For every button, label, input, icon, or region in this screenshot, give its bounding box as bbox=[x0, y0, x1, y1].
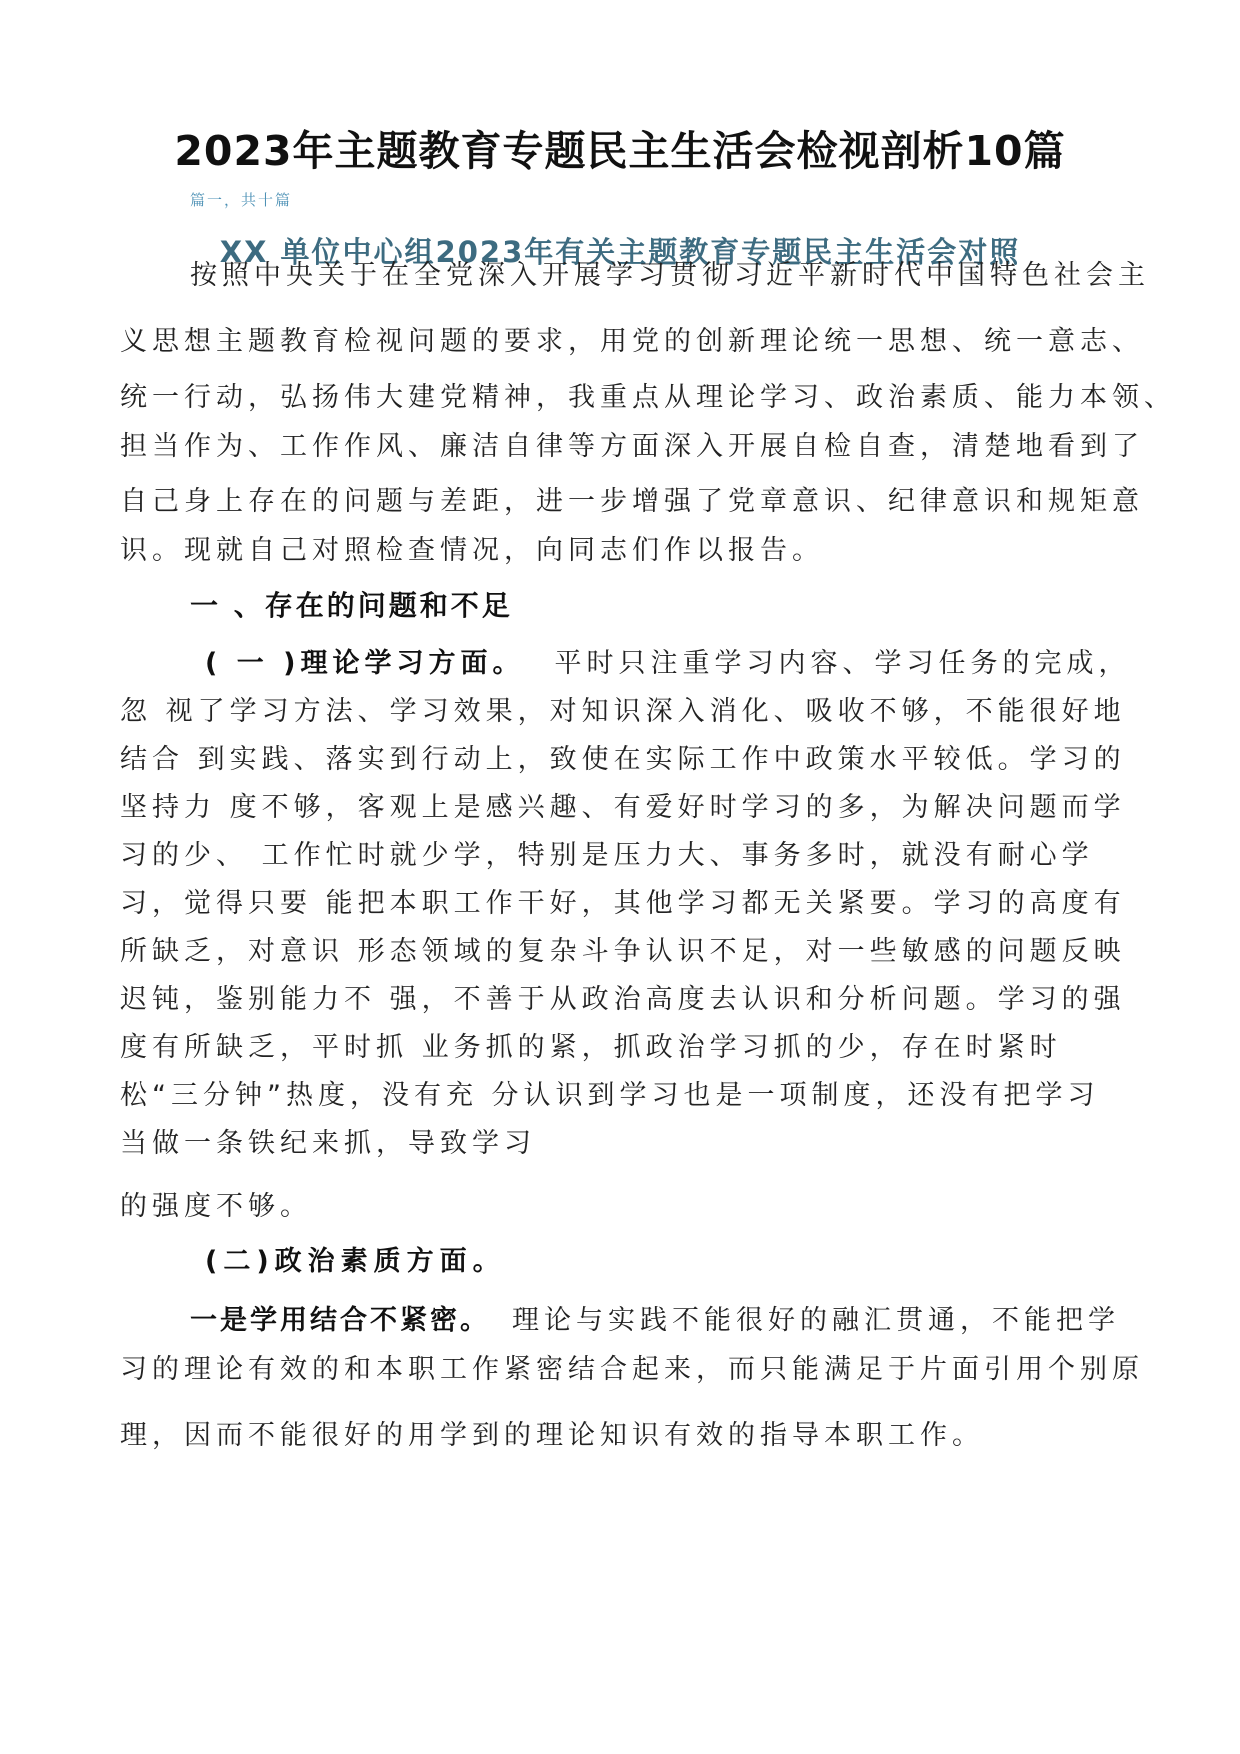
subsection-heading: (二)政治素质方面。 bbox=[205, 1246, 506, 1277]
intro-line: 担当作为、工作作风、廉洁自律等方面深入开展自检自查，清楚地看到了 bbox=[120, 431, 1144, 462]
body-line: 理，因而不能很好的用学到的理论知识有效的指导本职工作。 bbox=[120, 1420, 984, 1451]
body-line: 所缺乏，对意识 形态领域的复杂斗争认识不足，对一些敏感的问题反映 bbox=[120, 936, 1126, 967]
subsection-text: 平时只注重学习内容、学习任务的完成， bbox=[554, 648, 1131, 679]
subsection-label: ( 一 )理论学习方面。 bbox=[205, 648, 525, 679]
body-line: 坚持力 度不够，客观上是感兴趣、有爱好时学习的多，为解决问题而学 bbox=[120, 792, 1126, 823]
body-line: 当做一条铁纪来抓，导致学习 bbox=[120, 1128, 536, 1159]
chapter-note: 篇一，共十篇 bbox=[190, 191, 293, 209]
body-line: 习的少、 工作忙时就少学，特别是压力大、事务多时，就没有耐心学 bbox=[120, 840, 1094, 871]
article-subtitle: XX 单位中心组2023年有关主题教育专题民主生活会对照 bbox=[219, 235, 1021, 269]
point-text: 理论与实践不能很好的融汇贯通，不能把学 bbox=[512, 1305, 1120, 1336]
intro-line: 义思想主题教育检视问题的要求，用党的创新理论统一思想、统一意志、 bbox=[120, 326, 1144, 357]
body-line: 松“三分钟”热度，没有充 分认识到学习也是一项制度，还没有把学习 bbox=[120, 1080, 1100, 1111]
body-line: 的强度不够。 bbox=[120, 1191, 312, 1222]
section-heading: 一 、存在的问题和不足 bbox=[190, 589, 513, 622]
body-line: 结合 到实践、落实到行动上，致使在实际工作中政策水平较低。学习的 bbox=[120, 744, 1126, 775]
body-line: 习，觉得只要 能把本职工作干好，其他学习都无关紧要。学习的高度有 bbox=[120, 888, 1126, 919]
document-title: 2023年主题教育专题民主生活会检视剖析10篇 bbox=[174, 127, 1066, 175]
body-line: 习的理论有效的和本职工作紧密结合起来，而只能满足于片面引用个别原 bbox=[120, 1354, 1144, 1385]
point-first-line bbox=[190, 1298, 1120, 1337]
intro-line: 统一行动，弘扬伟大建党精神，我重点从理论学习、政治素质、能力本领、 bbox=[120, 382, 1176, 413]
intro-line: 识。现就自己对照检查情况，向同志们作以报告。 bbox=[120, 535, 824, 566]
subsection-first-line bbox=[205, 641, 1130, 680]
intro-line: 按照中央关于在全党深入开展学习贯彻习近平新时代中国特色社会主 bbox=[190, 260, 1150, 291]
intro-line: 自己身上存在的问题与差距，进一步增强了党章意识、纪律意识和规矩意 bbox=[120, 486, 1144, 517]
body-line: 忽 视了学习方法、学习效果，对知识深入消化、吸收不够，不能很好地 bbox=[120, 696, 1126, 727]
body-line: 度有所缺乏，平时抓 业务抓的紧，抓政治学习抓的少，存在时紧时 bbox=[120, 1032, 1062, 1063]
body-line: 迟钝，鉴别能力不 强，不善于从政治高度去认识和分析问题。学习的强 bbox=[120, 984, 1126, 1015]
point-label: 一是学用结合不紧密。 bbox=[190, 1305, 490, 1336]
